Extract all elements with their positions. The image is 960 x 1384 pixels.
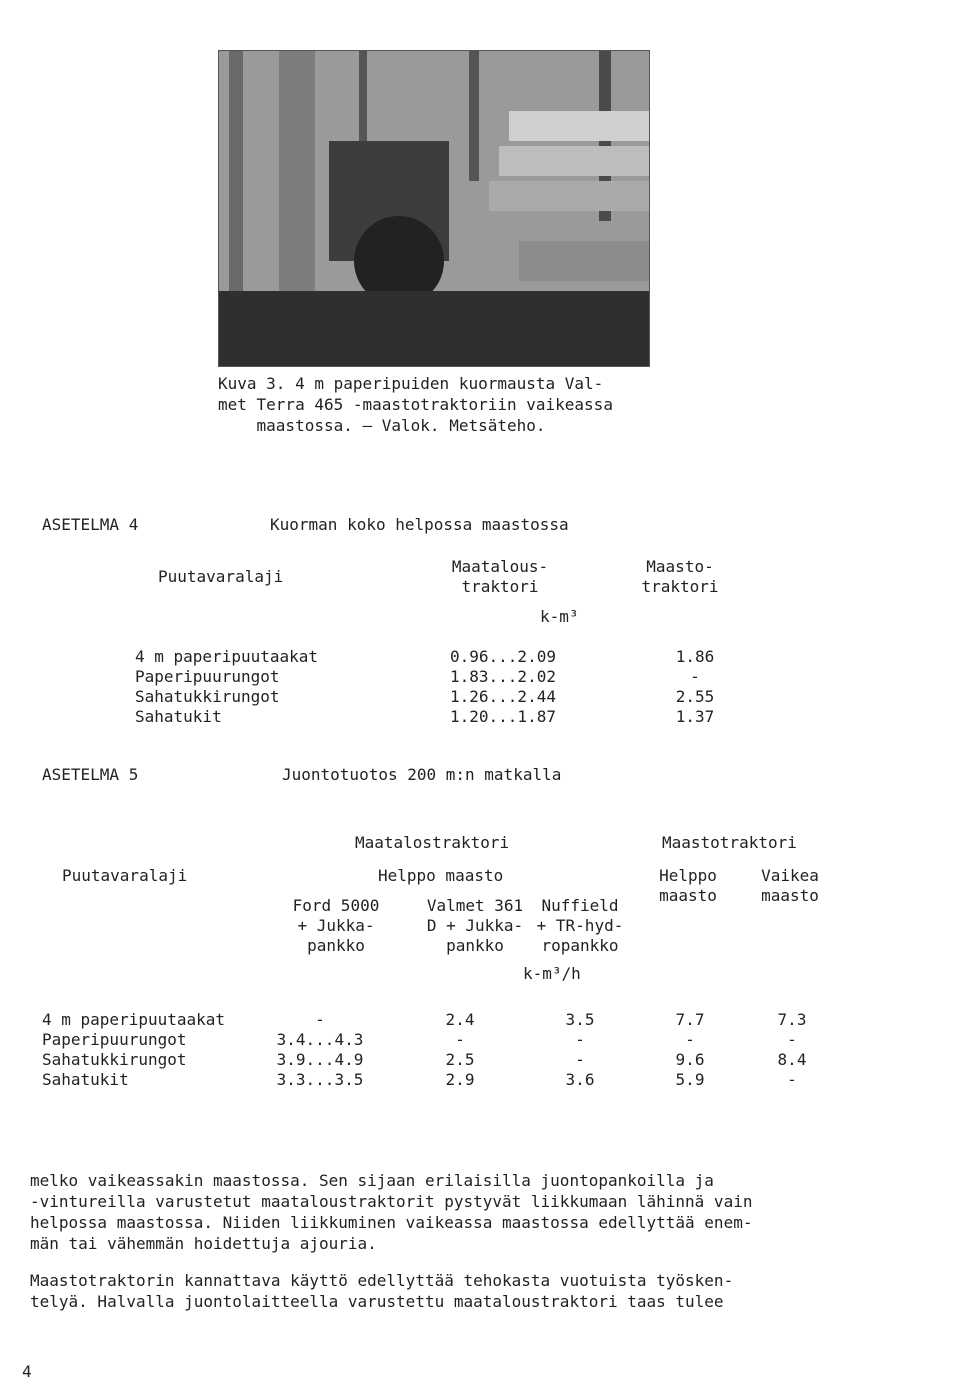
asetelma4-row-forest: 1.37 xyxy=(675,707,715,726)
asetelma5-row-nuffield: - xyxy=(575,1050,585,1069)
asetelma5-label: ASETELMA 5 xyxy=(42,765,139,784)
asetelma4-row-forest: 2.55 xyxy=(675,687,715,706)
asetelma5-unit: k-m³/h xyxy=(523,964,581,983)
asetelma5-row-valmet: 2.5 xyxy=(445,1050,475,1069)
asetelma5-row-valmet: 2.4 xyxy=(445,1010,475,1029)
asetelma4-row-forest: 1.86 xyxy=(675,647,715,666)
asetelma4-unit: k-m³ xyxy=(540,607,579,626)
asetelma4-row-name: Sahatukit xyxy=(135,707,222,726)
asetelma5-easy-terrain: Helppo maasto xyxy=(378,866,504,885)
asetelma5-row-hard: 7.3 xyxy=(777,1010,807,1029)
asetelma5-row-nuffield: - xyxy=(575,1030,585,1049)
asetelma5-row-easy: 7.7 xyxy=(675,1010,705,1029)
asetelma4-col-species: Puutavaralaji xyxy=(158,567,284,586)
asetelma5-row-valmet: - xyxy=(455,1030,465,1049)
asetelma5-row-hard: - xyxy=(787,1030,797,1049)
asetelma5-row-name: Sahatukkirungot xyxy=(42,1050,187,1069)
asetelma4-label: ASETELMA 4 xyxy=(42,515,139,534)
asetelma5-row-easy: 5.9 xyxy=(675,1070,705,1089)
asetelma4-title: Kuorman koko helpossa maastossa xyxy=(270,515,569,534)
asetelma5-group-agri: Maatalostraktori xyxy=(355,833,510,852)
asetelma5-row-ford: 3.9...4.9 xyxy=(276,1050,364,1069)
asetelma5-col-species: Puutavaralaji xyxy=(62,866,188,885)
asetelma4-row-agri: 0.96...2.09 xyxy=(450,647,556,666)
asetelma5-nuffield-header: Nuffield + TR-hyd- ropankko xyxy=(536,896,624,955)
asetelma4-row-agri: 1.83...2.02 xyxy=(450,667,556,686)
asetelma5-row-hard: - xyxy=(787,1070,797,1089)
asetelma5-row-name: Paperipuurungot xyxy=(42,1030,187,1049)
photo-forest-tractor xyxy=(218,50,650,367)
asetelma5-row-ford: 3.3...3.5 xyxy=(276,1070,364,1089)
asetelma5-row-nuffield: 3.6 xyxy=(565,1070,595,1089)
asetelma5-row-valmet: 2.9 xyxy=(445,1070,475,1089)
asetelma4-row-name: 4 m paperipuutaakat xyxy=(135,647,319,666)
asetelma5-ford-header: Ford 5000 + Jukka- pankko xyxy=(292,896,380,955)
asetelma4-row-name: Paperipuurungot xyxy=(135,667,280,686)
body-paragraph-2: Maastotraktorin kannattava käyttö edellyttää tehokasta vuotuista työsken- telyä. Halvalla juontolaitteella varustettu maataloustraktori taas tulee xyxy=(30,1271,734,1311)
asetelma5-row-ford: - xyxy=(315,1010,325,1029)
photo-caption: Kuva 3. 4 m paperipuiden kuormausta Val- met Terra 465 -maastotraktoriin vaikeassa maastossa. — Valok. Metsäteho. xyxy=(218,374,613,435)
asetelma4-row-name: Sahatukkirungot xyxy=(135,687,280,706)
asetelma5-group-forest: Maastotraktori xyxy=(662,833,797,852)
asetelma5-row-name: Sahatukit xyxy=(42,1070,129,1089)
photo-illustration xyxy=(219,51,649,366)
asetelma4-row-agri: 1.20...1.87 xyxy=(450,707,556,726)
asetelma5-row-easy: 9.6 xyxy=(675,1050,705,1069)
asetelma5-row-ford: 3.4...4.3 xyxy=(276,1030,364,1049)
asetelma4-row-agri: 1.26...2.44 xyxy=(450,687,556,706)
asetelma5-forest-easy: Helppo maasto xyxy=(659,866,717,905)
asetelma4-row-forest: - xyxy=(690,667,700,686)
asetelma4-col-agri: Maatalous- traktori xyxy=(451,557,549,596)
asetelma5-row-name: 4 m paperipuutaakat xyxy=(42,1010,226,1029)
asetelma5-valmet-header: Valmet 361 D + Jukka- pankko xyxy=(426,896,524,955)
page-number: 4 xyxy=(22,1362,32,1381)
asetelma5-row-easy: - xyxy=(685,1030,695,1049)
asetelma5-row-hard: 8.4 xyxy=(777,1050,807,1069)
asetelma5-title: Juontotuotos 200 m:n matkalla xyxy=(282,765,562,784)
body-paragraph-1: melko vaikeassakin maastossa. Sen sijaan erilaisilla juontopankoilla ja -vintureilla varustetut maataloustraktorit pystyvät liikkumaan lähinnä vain helpossa maastossa. Niiden liikkuminen vaikeassa maastossa edellyttää enem- män tai vähemmän hoidettuja ajouria. xyxy=(30,1171,753,1253)
asetelma4-col-forest: Maasto- traktori xyxy=(641,557,719,596)
asetelma5-forest-hard: Vaikea maasto xyxy=(761,866,819,905)
asetelma5-row-nuffield: 3.5 xyxy=(565,1010,595,1029)
